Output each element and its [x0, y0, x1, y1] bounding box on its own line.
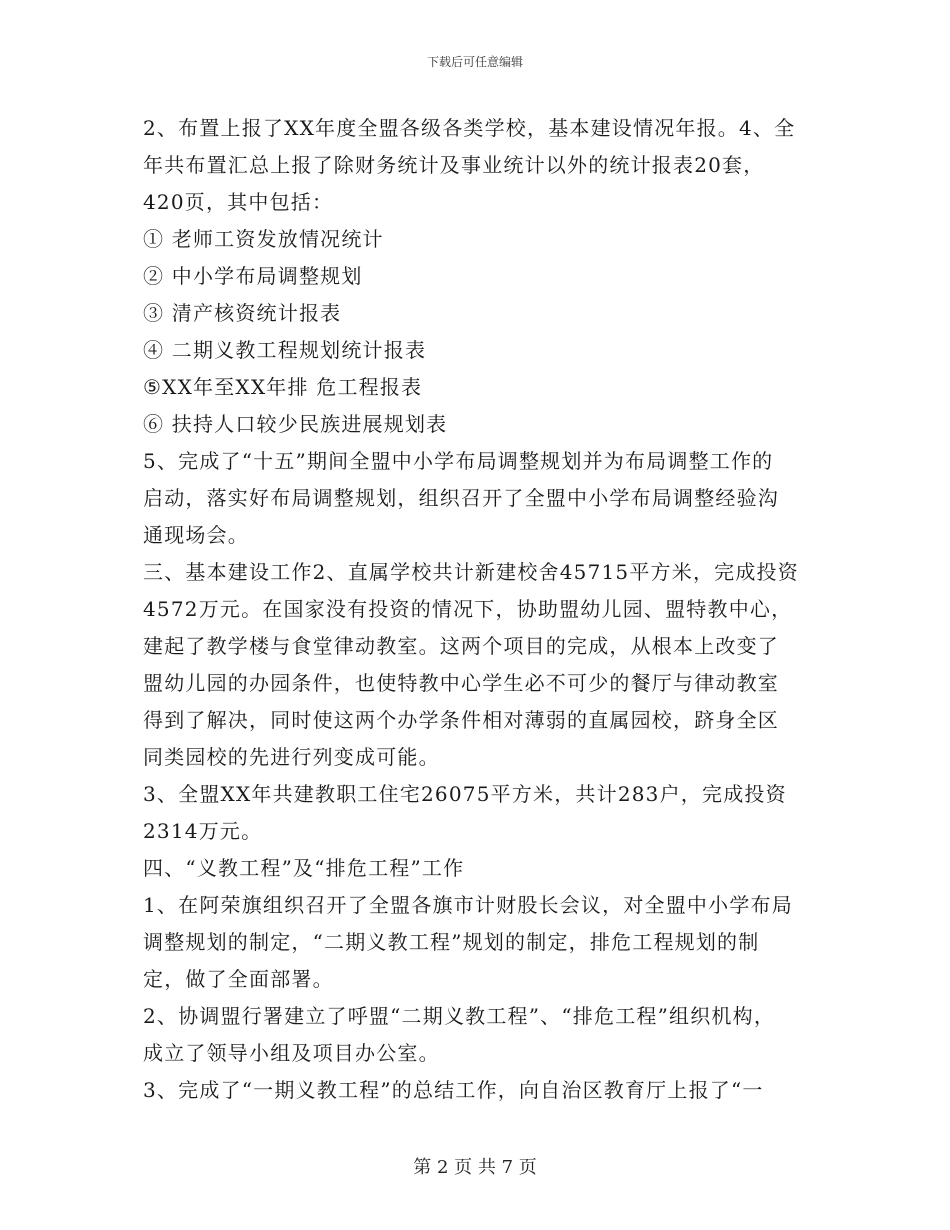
text-line: 调整规划的制定，“二期义教工程”规划的制定，排危工程规划的制: [143, 930, 760, 954]
text-line: 4572万元。在国家没有投资的情况下，协助盟幼儿园、盟特教中心，: [143, 597, 793, 621]
text-line: 通现场会。: [143, 523, 249, 547]
text-line: 3、全盟XX年共建教职工住宅26075平方米，共计283户，完成投资: [143, 782, 787, 806]
text-line: 定，做了全面部署。: [143, 967, 334, 991]
section-heading-line: 四、“义教工程”及“排危工程”工作: [143, 856, 465, 880]
list-item: ⑤XX年至XX年排 危工程报表: [143, 375, 423, 399]
text-line: 同类园校的先进行列变成可能。: [143, 745, 440, 769]
page-header: 下载后可任意编辑: [426, 55, 523, 69]
page-number-footer: 第 2 页 共 7 页: [413, 1157, 537, 1178]
text-line: 1、在阿荣旗组织召开了全盟各旗市计财股长会议，对全盟中小学布局: [143, 893, 793, 917]
text-line: 420页，其中包括：: [143, 190, 334, 214]
list-item: ④ 二期义教工程规划统计报表: [143, 338, 427, 362]
list-item: ② 中小学布局调整规划: [143, 264, 363, 288]
text-line: 建起了教学楼与食堂律动教室。这两个项目的完成，从根本上改变了: [143, 634, 779, 658]
text-line: 得到了解决，同时使这两个办学条件相对薄弱的直属园校，跻身全区: [143, 708, 779, 732]
section-heading-line: 三、基本建设工作2、直属学校共计新建校舍45715平方米，完成投资: [143, 560, 799, 584]
text-line: 5、完成了“十五”期间全盟中小学布局调整规划并为布局调整工作的: [143, 449, 774, 473]
text-line: 成立了领导小组及项目办公室。: [143, 1041, 440, 1065]
text-line: 启动，落实好布局调整规划，组织召开了全盟中小学布局调整经验沟: [143, 486, 779, 510]
text-line: 2314万元。: [143, 819, 263, 843]
text-line: 2、布置上报了XX年度全盟各级各类学校，基本建设情况年报。4、全: [143, 116, 796, 140]
list-item: ⑥ 扶持人口较少民族进展规划表: [143, 412, 448, 436]
list-item: ③ 清产核资统计报表: [143, 301, 342, 325]
text-line: 盟幼儿园的办园条件，也使特教中心学生必不可少的餐厅与律动教室: [143, 671, 779, 695]
text-line: 2、协调盟行署建立了呼盟“二期义教工程”、“排危工程”组织机构，: [143, 1004, 776, 1028]
text-line: 年共布置汇总上报了除财务统计及事业统计以外的统计报表20套，: [143, 153, 765, 177]
list-item: ① 老师工资发放情况统计: [143, 227, 384, 251]
document-body: [143, 110, 813, 1109]
text-line: 3、完成了“一期义教工程”的总结工作，向自治区教育厅上报了“一: [143, 1078, 764, 1102]
